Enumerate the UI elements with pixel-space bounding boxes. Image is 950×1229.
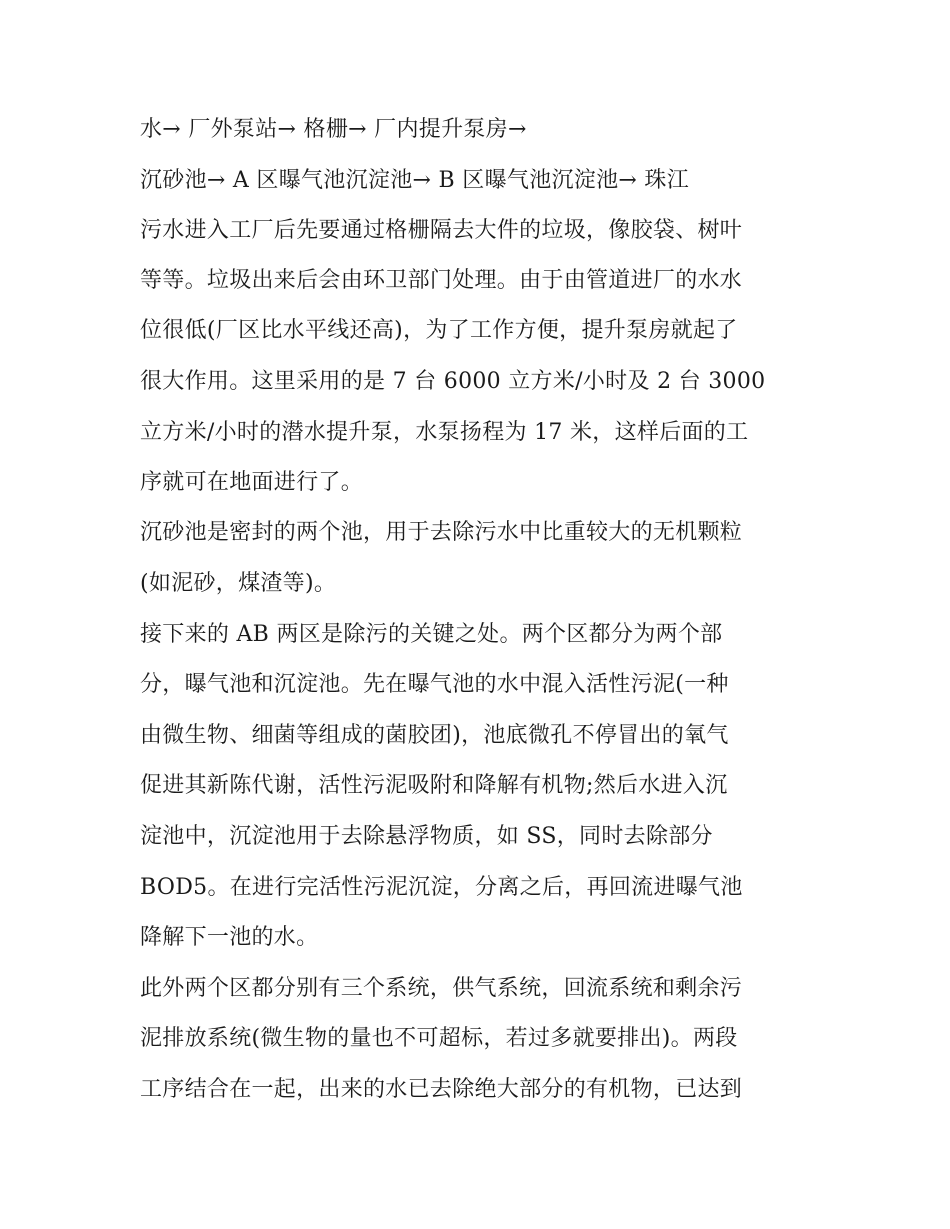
paragraph-1-line-3: 位很低(厂区比水平线还高)，为了工作方便，提升泵房就起了 (140, 318, 738, 343)
paragraph-4-line-1: 此外两个区都分别有三个系统，供气系统，回流系统和剩余污 (140, 976, 743, 1001)
paragraph-3-line-4: 促进其新陈代谢，活性污泥吸附和降解有机物;然后水进入沉 (140, 773, 728, 798)
paragraph-1-line-5: 立方米/小时的潜水提升泵，水泵扬程为 17 米，这样后面的工 (140, 420, 749, 445)
paragraph-1-line-4: 很大作用。这里采用的是 7 台 6000 立方米/小时及 2 台 3000 (140, 369, 766, 394)
paragraph-2-line-2: (如泥砂，煤渣等)。 (140, 571, 337, 596)
paragraph-4-line-2: 泥排放系统(微生物的量也不可超标，若过多就要排出)。两段 (140, 1026, 738, 1051)
paragraph-3-line-1: 接下来的 AB 两区是除污的关键之处。两个区都分为两个部 (140, 622, 723, 647)
paragraph-3-line-3: 由微生物、细菌等组成的菌胶团)，池底微孔不停冒出的氧气 (140, 723, 729, 748)
paragraph-3-line-6: BOD5。在进行完活性污泥沉淀，分离之后，再回流进曝气池 (140, 875, 743, 900)
flow-line-1: 水→ 厂外泵站→ 格栅→ 厂内提升泵房→ (140, 117, 527, 142)
paragraph-1-line-2: 等等。垃圾出来后会由环卫部门处理。由于由管道进厂的水水 (140, 268, 743, 293)
flow-line-2: 沉砂池→ A 区曝气池沉淀池→ B 区曝气池沉淀池→ 珠江 (140, 168, 690, 193)
paragraph-3-line-5: 淀池中，沉淀池用于去除悬浮物质，如 SS，同时去除部分 (140, 824, 713, 849)
paragraph-3-line-2: 分，曝气池和沉淀池。先在曝气池的水中混入活性污泥(一种 (140, 672, 729, 697)
paragraph-1-line-6: 序就可在地面进行了。 (140, 470, 364, 495)
paragraph-1-line-1: 污水进入工厂后先要通过格栅隔去大件的垃圾，像胶袋、树叶 (140, 218, 743, 243)
paragraph-2-line-1: 沉砂池是密封的两个池，用于去除污水中比重较大的无机颗粒 (140, 520, 743, 545)
paragraph-3-line-7: 降解下一池的水。 (140, 925, 319, 950)
paragraph-4-line-3: 工序结合在一起，出来的水已去除绝大部分的有机物，已达到 (140, 1077, 743, 1102)
